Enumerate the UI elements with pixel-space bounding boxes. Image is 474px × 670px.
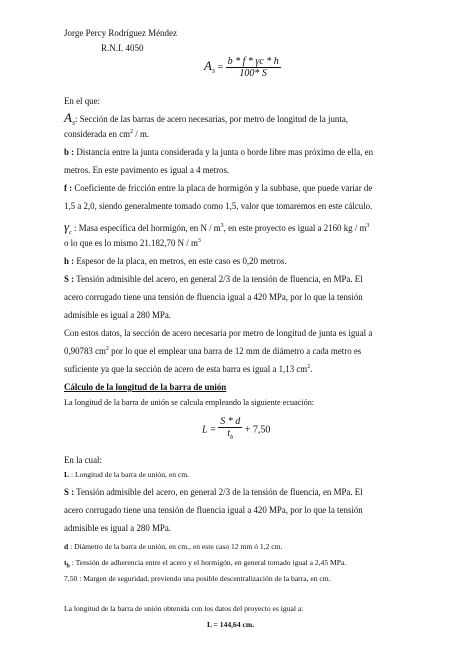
final-result: L = 144,64 cm. [207,620,255,629]
h-definition [64,256,287,266]
as-def-text2: considerada en cm [64,129,131,139]
formula-l-numerator: S * d [220,416,241,427]
gamma-def-text1b: , en este proyecto es igual a 2160 kg / m [223,223,367,233]
s2-label: S : [64,487,75,497]
margin-definition: 7,50 : Margen de seguridad, previendo una posible descentralización de la barra, en cm. [64,574,331,583]
result-line2 [64,346,361,356]
l-def-text: : Longitud de la barra de unión, en cm. [69,470,190,479]
formula-as-lhs: A [204,57,212,73]
l-definition [64,470,189,479]
formula-as-numerator: b * f * γc * h [227,56,279,67]
formula-l [202,416,270,444]
l-label: L [64,470,70,479]
tb-definition [64,558,346,570]
l-intro: La longitud de la barra de unión se calcula empleando la siguiente ecuación: [64,398,315,407]
en-la-cual: En la cual: [64,455,102,465]
s-definition-line2: acero corrugado tiene una tensión de fluencia igual a 420 MPa, por lo que la tensión [64,292,363,302]
f-definition-line1 [64,183,372,193]
formula-l-denominator-wrap [218,428,242,444]
s-definition-line1 [64,274,363,284]
tb-label: t [64,558,67,567]
result-line3-end: . [310,364,313,374]
b-definition-line2: metros. En este pavimento es igual a 4 metros. [64,165,230,175]
section-title: Cálculo de la longitud de la barra de unión [64,382,227,392]
f-label: f : [64,183,73,193]
gamma-symbol: γ [64,219,70,234]
tb-label-sub: b [66,563,70,570]
f-definition-line2: 1,5 a 2,0, siendo generalmente tomado como 1,5, valor que tomaremos en este cálculo. [64,201,373,211]
d-def-text: : Diámetro de la barra de unión, en cm., en este caso 12 mm ó 1,2 cm. [68,542,283,551]
s-definition-line3: admisible es igual a 280 MPa. [64,310,171,320]
result-line3-text: suficiente ya que la sección de acero de esta barra es igual a 1,13 cm [64,364,308,374]
h-label: h : [64,256,75,266]
as-def-text2-end: / m. [135,129,150,139]
result-line1: Con estos datos, la sección de acero necesaria por metro de longitud de junta es igual a [64,328,373,338]
as-definition-line2 [64,129,149,139]
b-def-text1: Distancia entre la junta considerada y la junta o borde libre mas próximo de ella, en [74,147,374,157]
formula-as-fraction [226,56,281,79]
as-symbol-sub: S [71,120,75,127]
as-def-text1: : Sección de las barras de acero necesarias, por metro de longitud de la junta, [74,114,348,124]
formula-as-denominator: 100* S [239,68,267,79]
b-label: b : [64,147,75,157]
author-name: Jorge Percy Rodríguez Méndez [64,28,178,38]
formula-l-plus: + 7,50 [244,424,271,436]
formula-as [204,56,281,79]
gamma-def-text2: o lo que es lo mismo 21.182,70 N / m [64,238,198,248]
formula-l-lhs: L [202,424,208,436]
final-line: La longitud de la barra de unión obtenida con los datos del proyecto es igual a: [64,604,304,613]
s2-definition-line3: admisible es igual a 280 MPa. [64,523,171,533]
formula-as-equals: = [217,61,224,73]
author-id: R.N.I. 4050 [101,43,144,53]
s2-definition-line2: acero corrugado tiene una tensión de fluencia igual a 420 MPa, por lo que la tensión [64,505,363,515]
formula-l-denominator: t [227,428,231,439]
result-line3-sup: 2 [307,364,311,371]
result-line2b: por lo que el emplear una barra de 12 mm de diámetro a cada metro es [108,346,362,356]
s2-def-text1: Tensión admisible del acero, en general 2/3 de la tensión de fluencia, en MPa. El [74,487,363,497]
h-def-text: Espesor de la placa, en metros, en este caso es 0,20 metros. [74,256,287,266]
gamma-sup1: 3 [220,223,224,230]
result-line2-sup: 2 [105,346,109,353]
s-def-text1: Tensión admisible del acero, en general 2/3 de la tensión de fluencia, en MPa. El [74,274,363,284]
gamma-symbol-sub: c [69,229,72,236]
gamma-definition-line1 [64,219,369,236]
gamma-definition-line2 [64,238,201,248]
formula-l-denominator-sub: b [230,435,234,441]
intro-text: En el que: [64,96,100,106]
gamma-def-text1: : Masa específica del hormigón, en N / m [74,223,221,233]
formula-as-lhs-sub: S [211,68,215,75]
f-def-text1: Coeficiente de fricción entre la placa de hormigón y la subbase, que puede variar de [72,183,373,193]
s2-definition-line1 [64,487,363,497]
b-definition-line1 [64,147,373,157]
gamma-sup2: 3 [366,223,370,230]
as-def-sup: 2 [130,129,134,136]
result-line2a: 0,90783 cm [64,346,106,356]
d-label: d [64,542,69,551]
gamma-sup3: 3 [197,238,201,245]
as-definition-line1 [64,110,414,127]
result-line3 [64,364,312,374]
d-definition [64,542,282,551]
s-label: S : [64,274,75,284]
tb-def-text: : Tensión de adherencia entre el acero y el hormigón, en general tomado igual a 2,45 MPa. [69,558,347,567]
formula-l-equals: = [210,424,216,436]
formula-l-fraction [218,416,242,444]
as-symbol: A [64,110,72,125]
